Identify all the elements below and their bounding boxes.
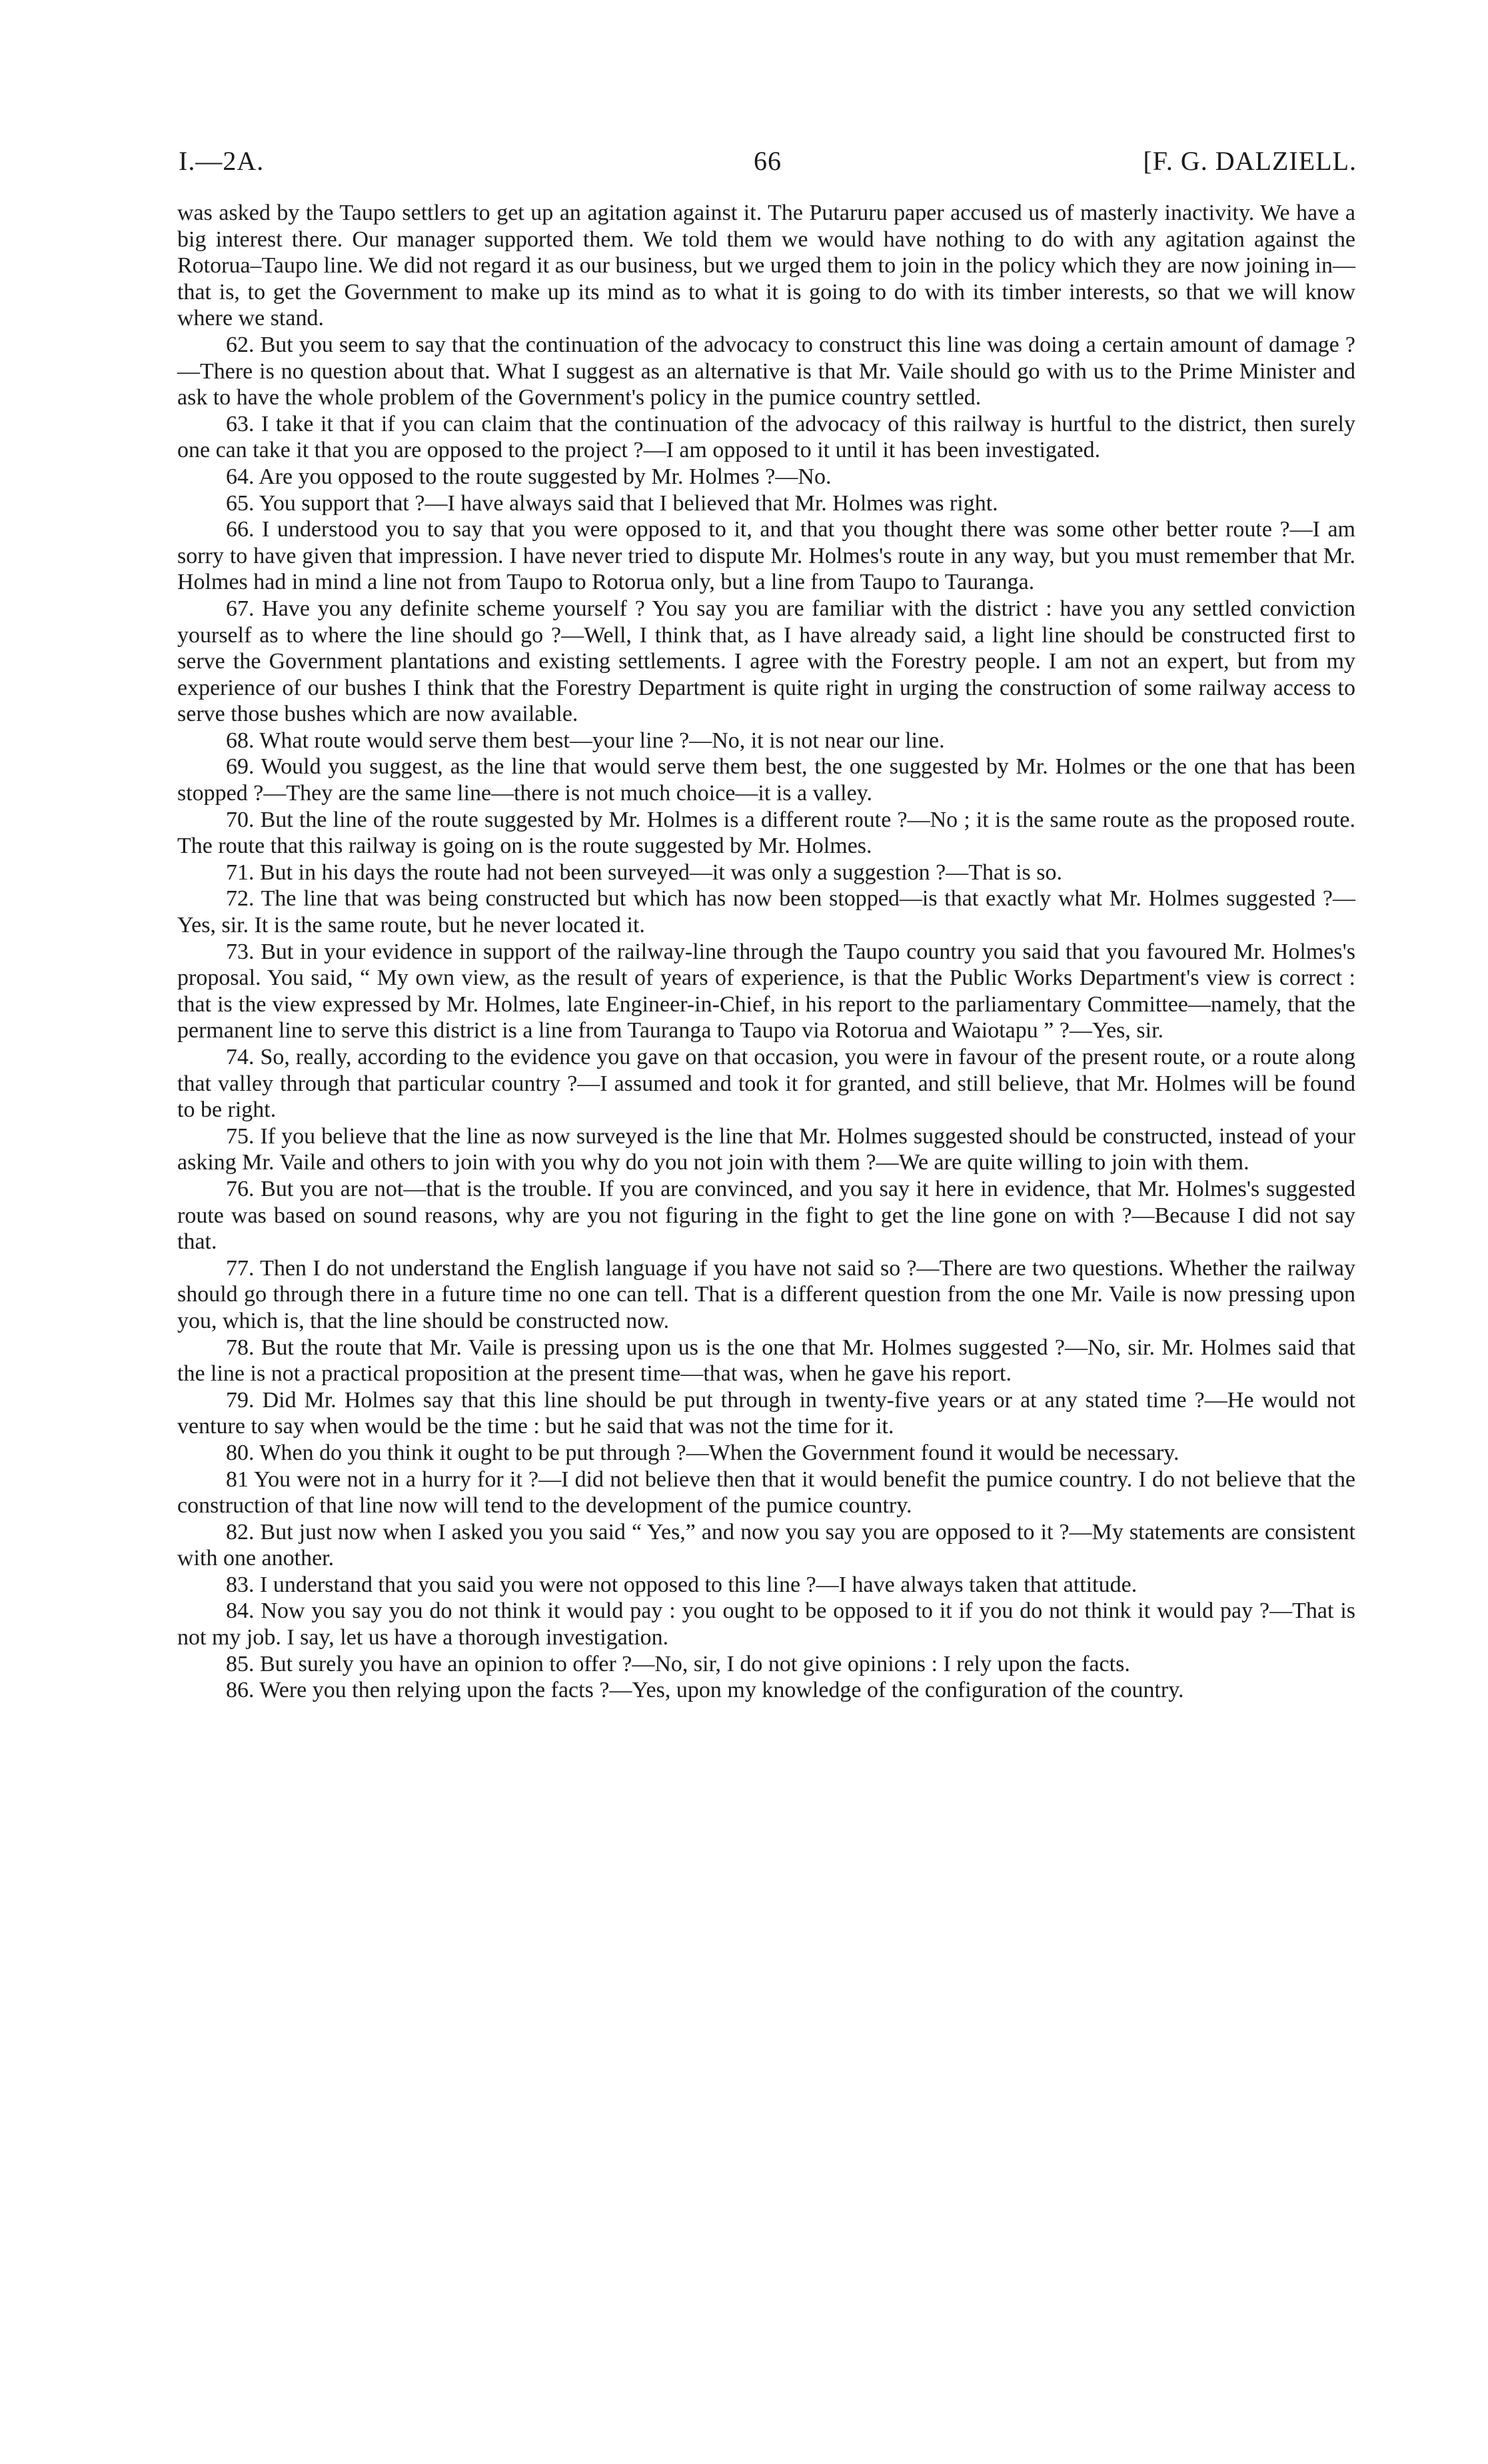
question-86: 86. Were you then relying upon the facts ?—Yes, upon my knowledge of the configuration of the country. [226, 1678, 1184, 1703]
question-74: 74. So, really, according to the evidence you gave on that occasion, you were in favour of the present route, or a route along that valley through that particular country ?—I assumed and took it for granted, and still believe, that Mr. Holmes will be found to be right. [177, 1045, 1355, 1123]
question-64: 64. Are you opposed to the route suggested by Mr. Holmes ?—No. [226, 464, 832, 489]
document-body [177, 200, 1355, 1704]
question-79: 79. Did Mr. Holmes say that this line should be put through in twenty-five years or at any stated time ?—He would not venture to say when would be the time : but he said that was not the time for it. [177, 1387, 1355, 1439]
question-73: 73. But in your evidence in support of the railway-line through the Taupo country you said that you favoured Mr. Holmes's proposal. You said, “ My own view, as the result of years of experience, is that the Public Works Department's view is correct : that is the view expressed by Mr. Holmes, late Engineer-in-Chief, in his report to the parliamentary Committee—namely, that the permanent line to serve this district is a line from Tauranga to Taupo via Rotorua and Waiotapu ” ?—Yes, sir. [177, 939, 1355, 1043]
question-62: 62. But you seem to say that the continuation of the advocacy to construct this line was doing a certain amount of damage ?—There is no question about that. What I suggest as an alternative is that Mr. Vaile should go with us to the Prime Minister and ask to have the whole problem of the Government's policy in the pumice country settled. [177, 332, 1355, 410]
question-70: 70. But the line of the route suggested by Mr. Holmes is a different route ?—No ; it is the same route as the proposed route. The route that this railway is going on is the route suggested by Mr. Holmes. [177, 807, 1355, 859]
question-77: 77. Then I do not understand the English language if you have not said so ?—There are two questions. Whether the railway should go through there in a future time no one can tell. That is a different question from the one Mr. Vaile is now pressing upon you, which is, that the line should be constructed now. [177, 1255, 1355, 1333]
question-78: 78. But the route that Mr. Vaile is pressing upon us is the one that Mr. Holmes suggested ?—No, sir. Mr. Holmes said that the line is not a practical proposition at the present time—that was, when he gave his report. [177, 1335, 1355, 1387]
question-83: 83. I understand that you said you were not opposed to this line ?—I have always taken that attitude. [226, 1572, 1137, 1597]
document-reference: I.—2A. [179, 146, 265, 176]
question-66: 66. I understood you to say that you were opposed to it, and that you thought there was some other better route ?—I am sorry to have given that impression. I have never tried to dispute Mr. Holmes's route in any way, but you must remember that Mr. Holmes had in mind a line not from Taupo to Rotorua only, but a line from Taupo to Tauranga. [177, 517, 1355, 595]
question-82: 82. But just now when I asked you you said “ Yes,” and now you say you are opposed to it ?—My statements are consistent with one another. [177, 1519, 1355, 1571]
question-67: 67. Have you any definite scheme yourself ? You say you are familiar with the district : have you any settled conviction yourself as to where the line should go ?—Well, I think that, as I have already said, a light line should be constructed first to serve the Government plantations and existing settlements. I agree with the Forestry people. I am not an expert, but from my experience of our bushes I think that the Forestry Department is quite right in urging the construction of some railway access to serve those bushes which are now available. [177, 596, 1355, 727]
question-80: 80. When do you think it ought to be put through ?—When the Government found it would be necessary. [226, 1440, 1179, 1465]
page-number: 66 [754, 146, 782, 176]
question-75: 75. If you believe that the line as now surveyed is the line that Mr. Holmes suggested should be constructed, instead of your asking Mr. Vaile and others to join with you why do you not join with them ?—We are quite willing to join with them. [177, 1123, 1355, 1175]
page-header [179, 141, 1357, 181]
paragraph-continuation: was asked by the Taupo settlers to get up an agitation against it. The Putaruru paper accused us of masterly inactivity. We have a big interest there. Our manager supported them. We told them we would have nothing to do with any agitation against the Rotorua–Taupo line. We did not regard it as our business, but we urged them to join in the policy which they are now joining in—that is, to get the Government to make up its mind as to what it is going to do with its timber interests, so that we will know where we stand. [177, 201, 1355, 331]
question-84: 84. Now you say you do not think it would pay : you ought to be opposed to it if you do not think it would pay ?—That is not my job. I say, let us have a thorough investigation. [177, 1598, 1355, 1650]
question-65: 65. You support that ?—I have always said that I believed that Mr. Holmes was right. [226, 490, 998, 516]
question-81: 81 You were not in a hurry for it ?—I did not believe then that it would benefit the pumice country. I do not believe that the construction of that line now will tend to the development of the pumice country. [177, 1467, 1355, 1519]
question-69: 69. Would you suggest, as the line that would serve them best, the one suggested by Mr. Holmes or the one that has been stopped ?—They are the same line—there is not much choice—it is a valley. [177, 754, 1355, 806]
witness-name: [F. G. DALZIELL. [1143, 146, 1357, 176]
question-72: 72. The line that was being constructed but which has now been stopped—is that exactly what Mr. Holmes suggested ?—Yes, sir. It is the same route, but he never located it. [177, 886, 1355, 938]
question-76: 76. But you are not—that is the trouble. If you are convinced, and you say it here in evidence, that Mr. Holmes's suggested route was based on sound reasons, why are you not figuring in the fight to get the line gone on with ?—Because I did not say that. [177, 1176, 1355, 1255]
question-71: 71. But in his days the route had not been surveyed—it was only a suggestion ?—That is so. [226, 860, 1062, 885]
question-63: 63. I take it that if you can claim that the continuation of the advocacy of this railway is hurtful to the district, then surely one can take it that you are opposed to the project ?—I am opposed to it until it has been investigated. [177, 411, 1355, 463]
question-68: 68. What route would serve them best—your line ?—No, it is not near our line. [226, 728, 945, 753]
question-85: 85. But surely you have an opinion to offer ?—No, sir, I do not give opinions : I rely upon the facts. [226, 1651, 1130, 1676]
